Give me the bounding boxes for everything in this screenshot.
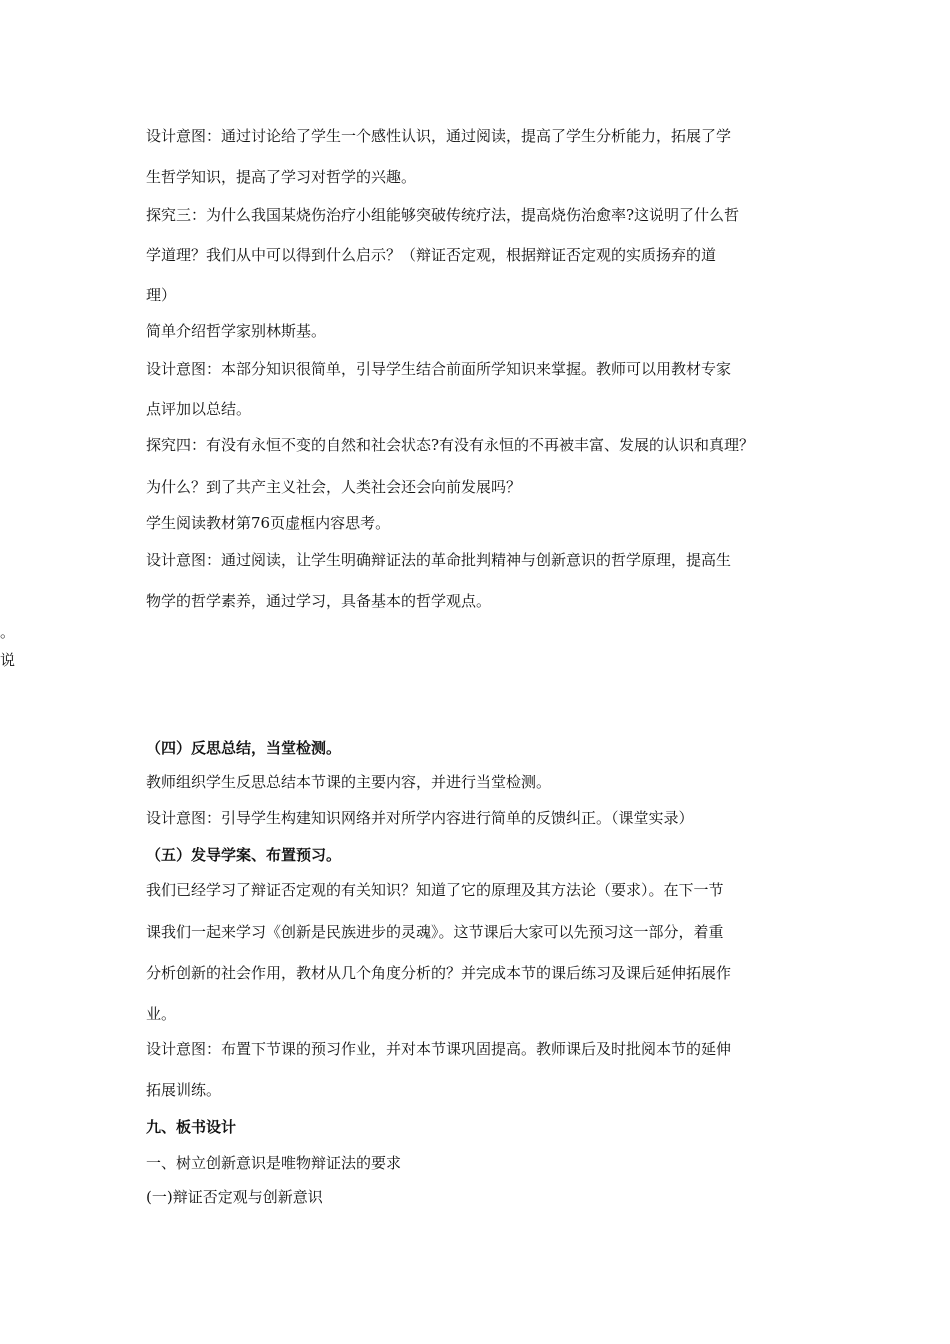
paragraph-line: 拓展训练。: [146, 1081, 222, 1099]
paragraph-line: 学道理？我们从中可以得到什么启示？（辩证否定观，根据辩证否定观的实质扬弃的道: [146, 246, 717, 264]
paragraph-line: 理）: [146, 286, 177, 304]
paragraph-line: 教师组织学生反思总结本节课的主要内容，并进行当堂检测。: [146, 773, 552, 791]
paragraph-line: 分析创新的社会作用，教材从几个角度分析的？并完成本节的课后练习及课后延伸拓展作: [146, 964, 732, 982]
section-heading: 九、板书设计: [146, 1118, 237, 1136]
stray-mark: 说: [0, 651, 16, 669]
paragraph-line: 设计意图：本部分知识很简单，引导学生结合前面所学知识来掌握。教师可以用教材专家: [146, 360, 732, 378]
section-heading: （四）反思总结，当堂检测。: [146, 739, 342, 757]
stray-mark: 。: [0, 623, 16, 641]
paragraph-line: 探究四：有没有永恒不变的自然和社会状态?有没有永恒的不再被丰富、发展的认识和真理？: [146, 436, 755, 454]
paragraph-line: 学生阅读教材第76页虚框内容思考。: [146, 514, 391, 532]
paragraph-line: 设计意图：引导学生构建知识网络并对所学内容进行简单的反馈纠正。（课堂实录）: [146, 809, 694, 827]
paragraph-line: 探究三：为什么我国某烧伤治疗小组能够突破传统疗法，提高烧伤治愈率?这说明了什么哲: [146, 206, 740, 224]
paragraph-line: 设计意图：通过阅读，让学生明确辩证法的革命批判精神与创新意识的哲学原理，提高生: [146, 551, 732, 569]
section-heading: （五）发导学案、布置预习。: [146, 846, 342, 864]
paragraph-line: 简单介绍哲学家别林斯基。: [146, 322, 327, 340]
paragraph-line: 我们已经学习了辩证否定观的有关知识？知道了它的原理及其方法论（要求）。在下一节: [146, 881, 724, 899]
paragraph-line: 课我们一起来学习《创新是民族进步的灵魂》。这节课后大家可以先预习这一部分，着重: [146, 923, 724, 941]
paragraph-line: 点评加以总结。: [146, 400, 252, 418]
paragraph-line: 为什么？到了共产主义社会，人类社会还会向前发展吗？: [146, 478, 522, 496]
paragraph-line: 物学的哲学素养，通过学习，具备基本的哲学观点。: [146, 592, 492, 610]
paragraph-line: 生哲学知识，提高了学习对哲学的兴趣。: [146, 168, 417, 186]
paragraph-line: 设计意图：通过讨论给了学生一个感性认识，通过阅读，提高了学生分析能力，拓展了学: [146, 127, 732, 145]
paragraph-line: 业。: [146, 1005, 177, 1023]
paragraph-line: (一)辩证否定观与创新意识: [146, 1188, 323, 1206]
paragraph-line: 设计意图：布置下节课的预习作业，并对本节课巩固提高。教师课后及时批阅本节的延伸: [146, 1040, 732, 1058]
paragraph-line: 一、树立创新意识是唯物辩证法的要求: [146, 1154, 402, 1172]
